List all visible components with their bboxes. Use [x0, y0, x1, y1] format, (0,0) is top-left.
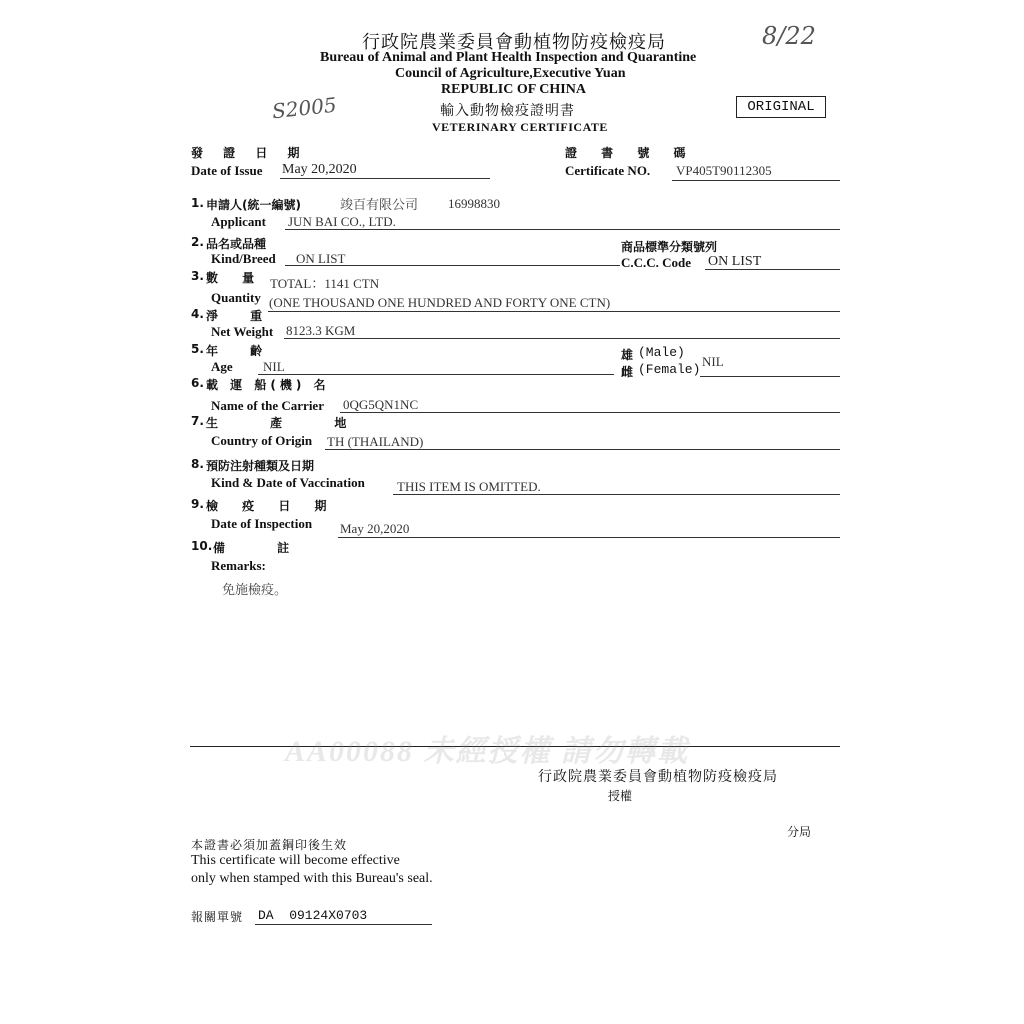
- vaccination-label: Kind & Date of Vaccination: [211, 475, 365, 490]
- age-label-zh: 年 齡: [206, 344, 277, 358]
- issue-date-label: Date of Issue: [191, 163, 263, 178]
- handwritten-note-left: S2005: [270, 92, 338, 124]
- quantity-label: Quantity: [211, 290, 261, 305]
- age-value: NIL: [263, 359, 285, 374]
- certificate-number-label-zh: 證 書 號 碼: [565, 146, 696, 160]
- certificate-title-en: VETERINARY CERTIFICATE: [432, 120, 608, 134]
- customs-number-label-zh: 報關單號: [191, 910, 244, 924]
- quantity-label-zh: 數 量: [206, 271, 265, 285]
- vaccination-label-zh: 預防注射種類及日期: [206, 459, 315, 473]
- council-name: Council of Agriculture,Executive Yuan: [395, 66, 626, 81]
- age-label: Age: [211, 359, 233, 374]
- net-weight-label-zh: 淨 重: [206, 309, 277, 323]
- inspection-number: 9.: [191, 497, 204, 511]
- quantity-value: (ONE THOUSAND ONE HUNDRED AND FORTY ONE CTN): [269, 295, 611, 310]
- applicant-number: 1.: [191, 196, 204, 210]
- kind-label: Kind/Breed: [211, 251, 276, 266]
- applicant-id-number: 16998830: [448, 196, 500, 211]
- applicant-value: JUN BAI CO., LTD.: [288, 214, 396, 229]
- customs-number-underline: [255, 924, 432, 925]
- male-label: (Male): [638, 345, 685, 360]
- quantity-number: 3.: [191, 269, 204, 283]
- issue-date-label-zh: 發 證 日 期: [191, 146, 308, 160]
- sex-underline: [700, 376, 840, 377]
- handwritten-note-top: 8/22: [762, 22, 816, 50]
- vaccination-number: 8.: [191, 457, 204, 471]
- certificate-title-zh: 輸入動物檢疫證明書: [440, 103, 575, 119]
- kind-label-zh: 品名或品種: [206, 237, 267, 251]
- remarks-label: Remarks:: [211, 558, 266, 573]
- issue-date-value: May 20,2020: [282, 162, 357, 177]
- inspection-label: Date of Inspection: [211, 516, 313, 531]
- ccc-code-label: C.C.C. Code: [621, 255, 692, 270]
- carrier-label: Name of the Carrier: [211, 398, 324, 413]
- certificate-number-label: Certificate NO.: [565, 163, 651, 178]
- certificate-number-value: VP405T90112305: [676, 163, 772, 178]
- branch-label-zh: 分局: [787, 825, 812, 839]
- ccc-code-underline: [705, 269, 840, 270]
- carrier-label-zh: 載 運 船(機) 名: [206, 378, 330, 392]
- seal-note-zh: 本證書必須加蓋鋼印後生效: [191, 838, 348, 852]
- age-underline: [258, 374, 614, 375]
- origin-number: 7.: [191, 414, 204, 428]
- applicant-name-zh: 竣百有限公司: [340, 198, 419, 213]
- original-stamp: ORIGINAL: [736, 96, 826, 118]
- kind-underline: [285, 265, 620, 266]
- inspection-label-zh: 檢 疫 日 期: [206, 499, 337, 513]
- certificate-number-underline: [672, 180, 840, 181]
- authorized-label-zh: 授權: [608, 789, 633, 803]
- applicant-underline: [285, 229, 840, 230]
- net-weight-value: 8123.3 KGM: [286, 323, 356, 338]
- sex-value: NIL: [702, 354, 724, 369]
- remarks-label-zh: 備 註: [213, 541, 314, 555]
- male-label-zh: 雄: [621, 348, 634, 362]
- inspection-underline: [338, 537, 840, 538]
- watermark: AA00088 未經授權 請勿轉載: [285, 735, 690, 768]
- bureau-title-en: Bureau of Animal and Plant Health Inspection and Quarantine: [320, 50, 697, 65]
- carrier-underline: [340, 412, 840, 413]
- carrier-value: 0QG5QN1NC: [343, 397, 419, 412]
- net-weight-label: Net Weight: [211, 324, 274, 339]
- applicant-label-zh: 申請人(統一編號): [206, 198, 301, 212]
- seal-note-line-1: This certificate will become effective: [191, 853, 400, 868]
- kind-number: 2.: [191, 235, 204, 249]
- authority-name-zh: 行政院農業委員會動植物防疫檢疫局: [538, 769, 778, 785]
- age-number: 5.: [191, 342, 204, 356]
- origin-label: Country of Origin: [211, 433, 313, 448]
- ccc-code-value: ON LIST: [708, 254, 762, 269]
- remarks-number: 10.: [191, 539, 213, 553]
- kind-value: ON LIST: [296, 251, 346, 266]
- net-weight-number: 4.: [191, 307, 204, 321]
- carrier-number: 6.: [191, 376, 204, 390]
- female-label-zh: 雌: [621, 365, 634, 379]
- origin-underline: [325, 449, 840, 450]
- seal-note-line-2: only when stamped with this Bureau's seal.: [191, 871, 433, 886]
- country-name: REPUBLIC OF CHINA: [441, 82, 586, 97]
- vaccination-value: THIS ITEM IS OMITTED.: [397, 479, 541, 494]
- quantity-total: TOTAL：1141 CTN: [270, 276, 380, 291]
- origin-label-zh: 生 產 地: [206, 416, 371, 430]
- quantity-underline: [268, 311, 840, 312]
- female-label: (Female): [638, 362, 701, 377]
- origin-value: TH (THAILAND): [327, 434, 424, 449]
- issue-date-underline: [280, 178, 490, 179]
- applicant-label: Applicant: [211, 214, 266, 229]
- ccc-code-label-zh: 商品標準分類號列: [621, 240, 718, 254]
- vaccination-underline: [393, 494, 840, 495]
- inspection-value: May 20,2020: [340, 521, 410, 536]
- bureau-title-zh: 行政院農業委員會動植物防疫檢疫局: [362, 32, 666, 53]
- customs-number-value: DA 09124X0703: [258, 908, 368, 923]
- net-weight-underline: [284, 338, 840, 339]
- remarks-value: 免施檢疫。: [222, 583, 288, 598]
